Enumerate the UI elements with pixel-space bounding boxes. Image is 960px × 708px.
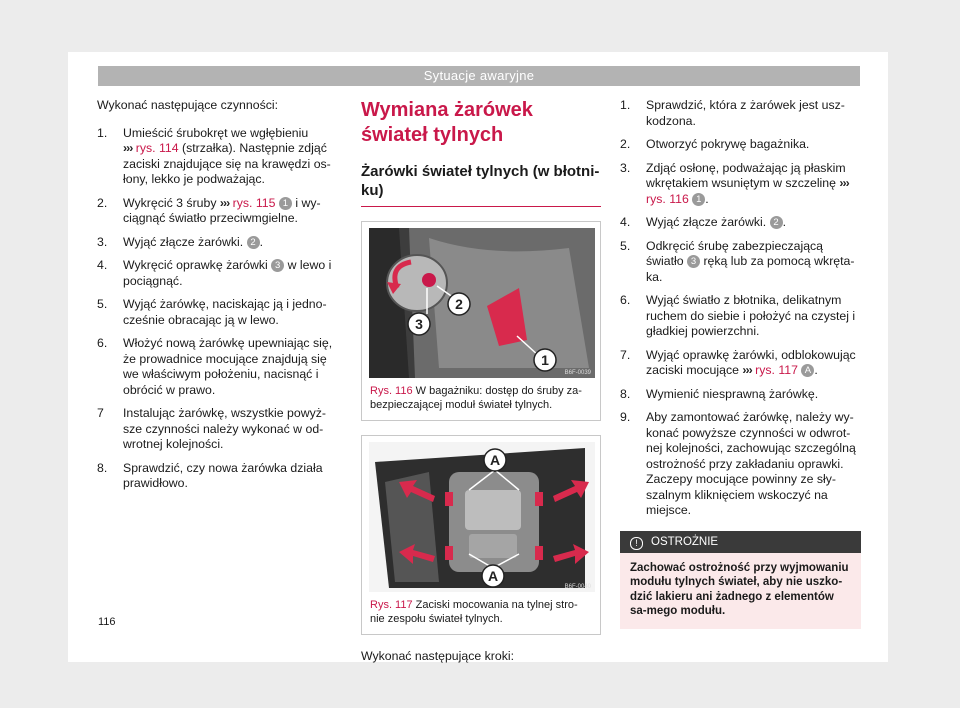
figure-code: B6F-0039: [564, 370, 591, 376]
page-number: 116: [98, 616, 116, 628]
figure-link[interactable]: ››› rys. 115: [219, 195, 276, 210]
list-item: 6. Wyjąć światło z błotnika, delikatnym ruchem do siebie i położyć na czystej i gładkiej powierzchni.: [620, 293, 856, 338]
callout-badge: 3: [271, 259, 284, 272]
list-item: 3. Wyjąć złącze żarówki. 2 .: [97, 234, 263, 249]
callout-badge: 1: [692, 193, 705, 206]
caution-box: [620, 531, 861, 629]
callout-badge: 2: [770, 216, 783, 229]
section-title: Wymiana żarówek świateł tylnych: [361, 99, 533, 146]
outro-text: Wykonać następujące kroki:: [361, 649, 514, 663]
list-item: 4. Wykręcić oprawkę żarówki 3 w lewo i pociągnąć.: [97, 258, 332, 288]
figure-code: B6F-0040: [564, 584, 591, 590]
list-item: 1. Umieścić śrubokręt we wgłębieniu ››› rys. 114 (strzałka). Następnie zdjąć zaciski znajdujące się na krawędzi os-łony, lekko je podważając.: [97, 125, 331, 186]
list-item: 2. Otworzyć pokrywę bagażnika.: [620, 137, 810, 151]
figure-link[interactable]: ››› rys. 117: [742, 363, 798, 377]
column-right: [620, 98, 861, 629]
list-item: 1. Sprawdzić, która z żarówek jest usz-kodzona.: [620, 98, 845, 128]
warning-icon: !: [630, 537, 643, 550]
figure-caption: Rys. 116 W bagażniku: dostęp do śruby za-bezpieczającej moduł świateł tylnych.: [370, 385, 582, 411]
subsection-title: Żarówki świateł tylnych (w błotni-ku): [361, 162, 601, 207]
figure-caption: Rys. 117 Zaciski mocowania na tylnej stro-nie zespołu świateł tylnych.: [370, 599, 578, 625]
list-item: 3. Zdjąć osłonę, podważając ją płaskim wkrętakiem wsuniętym w szczelinę ››› rys. 116 1 .: [620, 160, 849, 206]
callout-2-label: 2: [455, 296, 463, 312]
figure-link[interactable]: ››› rys. 116: [646, 176, 849, 206]
callout-badge: 2: [247, 236, 260, 249]
list-item: 2. Wykręcić 3 śruby ››› rys. 115 1 i wy-ciągnąć światło przeciwmgielne.: [97, 195, 321, 225]
list-item: 5. Odkręcić śrubę zabezpieczającą światło 3 ręką lub za pomocą wkręta-ka.: [620, 238, 855, 284]
callout-badge: A: [801, 364, 814, 377]
callout-a-bottom-label: A: [487, 568, 499, 584]
callout-badge: 3: [687, 255, 700, 268]
figure-116: [361, 221, 601, 421]
caution-text: Zachować ostrożność przy wyjmowaniu modułu tylnych świateł, aby nie uszko-dzić lakieru ani żadnego z elementów sa-mego modułu.: [630, 561, 849, 617]
figure-link[interactable]: ››› rys. 114: [123, 141, 179, 155]
callout-badge: 1: [279, 197, 292, 210]
taillight-illustration: [369, 442, 595, 592]
list-item: 7 Instalując żarówkę, wszystkie powyż-sze czynności należy wykonać w od-wrotnej kolejności.: [97, 406, 326, 451]
figure-117: [361, 435, 601, 635]
callout-a-top-label: A: [489, 452, 501, 468]
list-item: 8. Sprawdzić, czy nowa żarówka działa prawidłowo.: [97, 460, 323, 490]
steps-list-right: [620, 98, 861, 519]
trunk-illustration: [369, 228, 595, 378]
intro-text: Wykonać następujące czynności:: [97, 98, 279, 112]
list-item: 6. Włożyć nową żarówkę upewniając się, że prowadnice mocujące znajdują się we właściwym położeniu, nacisnąć i obrócić w prawo.: [97, 336, 333, 397]
list-item: 7. Wyjąć oprawkę żarówki, odblokowując zaciski mocujące ››› rys. 117 A .: [620, 347, 856, 377]
caution-header: ! OSTROŻNIE: [620, 531, 861, 553]
list-item: 9. Aby zamontować żarówkę, należy wy-konać powyższe czynności w odwrot-nej kolejności, zachowując szczególną ostrożność przy zakładaniu oprawki. Zaczepy mocujące powinny ze sły-szalnym kliknięciem wskoczyć na miejsce.: [620, 410, 856, 517]
steps-list-left: [97, 126, 345, 492]
column-middle: [361, 98, 601, 665]
column-left: [97, 98, 345, 500]
list-item: 5. Wyjąć żarówkę, naciskając ją i jedno-cześnie obracając ją w lewo.: [97, 297, 327, 327]
list-item: 8. Wymienić niesprawną żarówkę.: [620, 386, 819, 401]
page-header: Sytuacje awaryjne: [98, 66, 860, 86]
list-item: 4. Wyjąć złącze żarówki. 2 .: [620, 215, 786, 229]
callout-3-label: 3: [415, 316, 423, 332]
callout-1-label: 1: [541, 352, 549, 368]
